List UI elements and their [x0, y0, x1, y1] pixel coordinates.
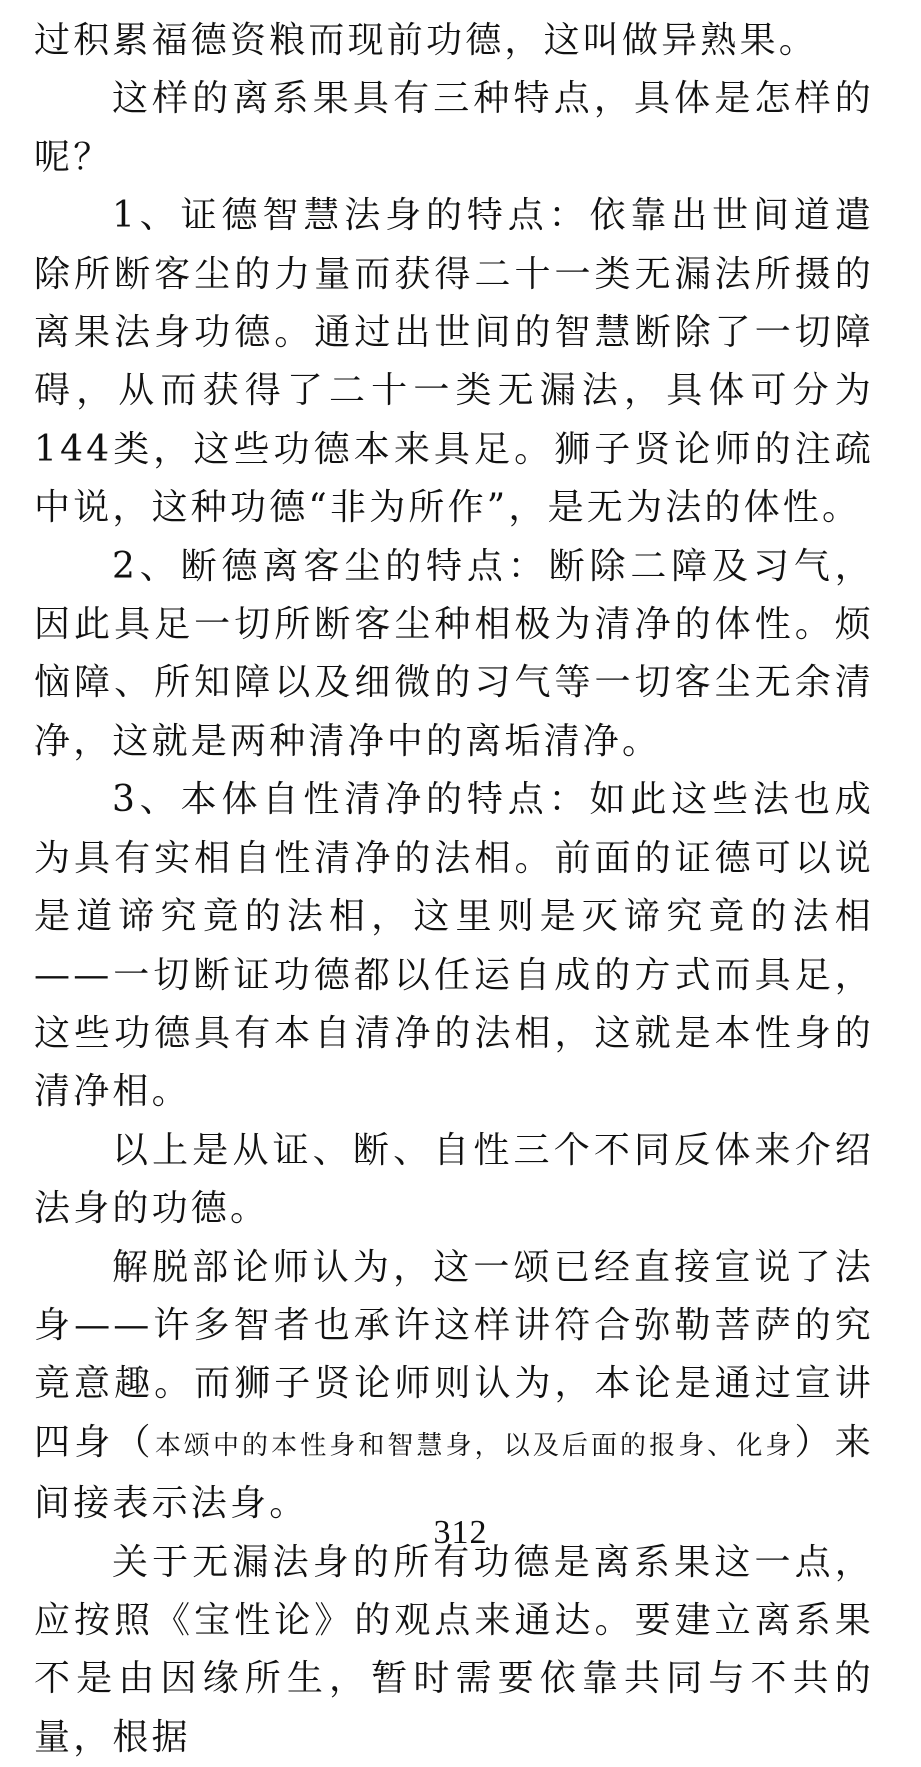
paragraph-4: 2、断德离客尘的特点：断除二障及习气，因此具足一切所断客尘种相极为清净的体性。烦恼障、所知障以及细微的习气等一切客尘无余清净，这就是两种清净中的离垢清净。	[34, 545, 874, 762]
page-number: 312	[433, 1514, 488, 1551]
paragraph-7-main: 解脱部论师认为，这一颂已经直接宣说了法身——许多智者也承许这样讲符合弥勒菩萨的究竟意趣。而狮子贤论师则认为，本论是通过宣讲四身（	[34, 1246, 874, 1463]
paragraph-5: 3、本体自性清净的特点：如此这些法也成为具有实相自性清净的法相。前面的证德可以说是道谛究竟的法相，这里则是灭谛究竟的法相——一切断证功德都以任运自成的方式而具足，这些功德具有本自清净的法相，这就是本性身的清净相。	[34, 779, 874, 1113]
paragraph-2: 这样的离系果具有三种特点，具体是怎样的呢？	[34, 78, 874, 178]
paragraph-7-end: ）来间接表示法身。	[34, 1421, 874, 1525]
paragraph-3: 1、证德智慧法身的特点：依靠出世间道遣除所断客尘的力量而获得二十一类无漏法所摄的离果法身功德。通过出世间的智慧断除了一切障碍，从而获得了二十一类无漏法，具体可分为144类，这些功德本来具足。狮子贤论师的注疏中说，这种功德“非为所作”，是无为法的体性。	[34, 195, 874, 529]
paragraph-8: 关于无漏法身的所有功德是离系果这一点，应按照《宝性论》的观点来通达。要建立离系果不是由因缘所生，暂时需要依靠共同与不共的量，根据	[34, 1541, 874, 1758]
paragraph-7	[34, 1239, 874, 1534]
paragraph-1: 过积累福德资粮而现前功德，这叫做异熟果。	[34, 20, 819, 61]
paragraph-6: 以上是从证、断、自性三个不同反体来介绍法身的功德。	[34, 1129, 874, 1230]
body-text	[34, 12, 874, 1767]
inline-note: 本颂中的本性身和智慧身，以及后面的报身、化身	[154, 1430, 795, 1461]
